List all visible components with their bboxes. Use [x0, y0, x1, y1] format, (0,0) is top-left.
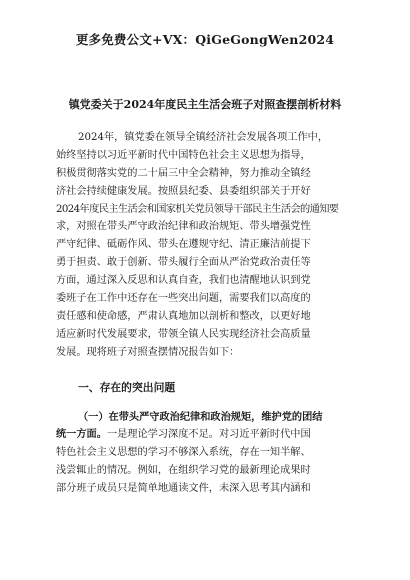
document-title: 镇党委关于2024年度民主生活会班子对照查摆剖析材料: [68, 98, 342, 111]
paragraph-line: [56, 426, 356, 444]
section-heading: 一、存在的突出问题: [78, 380, 176, 394]
paragraph-line: 勇于担责、敢于创新、带头履行全面从严治党政治责任等: [56, 257, 311, 269]
paragraph-line: 发展。现将班子对照查摆情况报告如下：: [56, 346, 240, 358]
paragraph-line: 部分班子成员只是简单地通读文件，未深入思考其内涵和: [56, 483, 311, 495]
paragraph-line: 2024年，镇党委在领导全镇经济社会发展各项工作中，: [78, 132, 329, 143]
paragraph-line: 责任感和使命感，严肃认真地加以剖析和整改，以更好地: [56, 310, 311, 322]
paragraph-line: 2024年度民主生活会和国家机关党员领导干部民主生活会的通知要: [56, 203, 339, 215]
paragraph-line: 浅尝辄止的情况。例如，在组织学习党的最新理论成果时: [56, 465, 311, 477]
paragraph-line: 济社会持续健康发展。按照县纪委、县委组织部关于开好: [56, 185, 311, 197]
paragraph-line: 严守纪律、砥砺作风、带头在遵规守纪、清正廉洁前提下: [56, 239, 311, 251]
paragraph-line: 积极贯彻落实党的二十届三中全会精神，努力推动全镇经: [56, 167, 311, 179]
paragraph-line: 适应新时代发展要求，带领全镇人民实现经济社会高质量: [56, 328, 311, 340]
paragraph-line: 方面，通过深入反思和认真自查，我们也清醒地认识到党: [56, 275, 311, 287]
promo-header: 更多免费公文+VX：QiGeGongWen2024: [75, 32, 335, 47]
paragraph-line: 特色社会主义思想的学习不够深入系统，存在一知半解、: [56, 447, 311, 459]
subsection-heading: （一）在带头严守政治纪律和政治规矩，维护党的团结: [78, 410, 323, 423]
paragraph-line: 委班子在工作中还存在一些突出问题，需要我们以高度的: [56, 293, 311, 305]
document-body: [56, 129, 356, 498]
paragraph-line: 始终坚持以习近平新时代中国特色社会主义思想为指导，: [56, 149, 311, 161]
paragraph-line: 求，对照在带头严守政治纪律和政治规矩、带头增强党性: [56, 221, 311, 233]
paragraph-text: 一是理论学习深度不足。对习近平新时代中国: [106, 429, 311, 441]
subsection-heading-end: 统一方面。: [56, 428, 107, 441]
